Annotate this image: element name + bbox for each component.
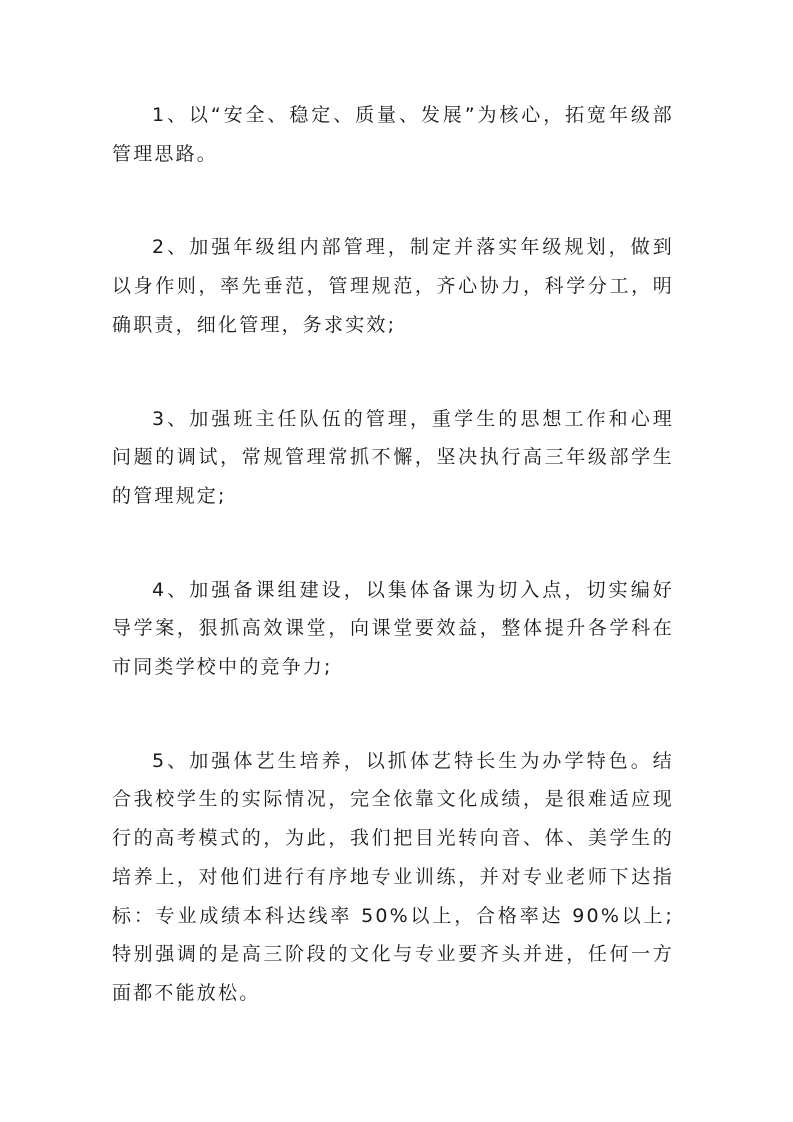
- paragraph-4: 4、加强备课组建设，以集体备课为切入点，切实编好导学案，狠抓高效课堂，向课堂要效益，整体提升各学科在市同类学校中的竞争力;: [112, 578, 674, 679]
- paragraph-2: 2、加强年级组内部管理，制定并落实年级规划，做到以身作则，率先垂范，管理规范，齐心协力，科学分工，明确职责，细化管理，务求实效;: [112, 236, 674, 336]
- paragraph-5: 5、加强体艺生培养，以抓体艺特长生为办学特色。结合我校学生的实际情况，完全依靠文化成绩，是很难适应现行的高考模式的，为此，我们把目光转向音、体、美学生的培养上，对他们进行有序地专业训练，并对专业老师下达指标：专业成绩本科达线率 50%以上，合格率达 90%以上;特别强调的是高三阶段的文化与专业要齐头并进，任何一方面都不能放松。: [112, 749, 674, 1004]
- paragraph-1: 1、以“安全、稳定、质量、发展”为核心，拓宽年级部管理思路。: [112, 104, 674, 165]
- paragraph-3: 3、加强班主任队伍的管理，重学生的思想工作和心理问题的调试，常规管理常抓不懈，坚决执行高三年级部学生的管理规定;: [112, 407, 674, 507]
- document-body: [112, 96, 674, 1068]
